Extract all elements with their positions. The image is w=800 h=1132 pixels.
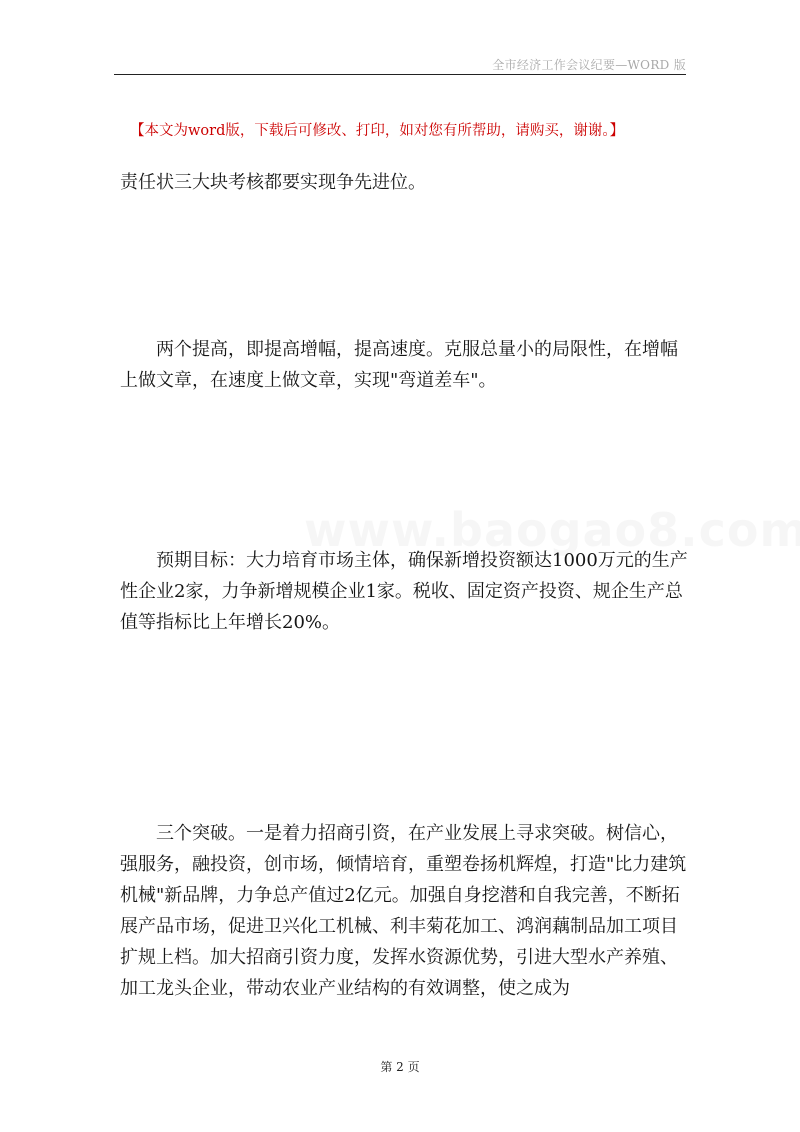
page-number: 第 2 页 xyxy=(380,1060,420,1074)
paragraph-1: 责任状三大块考核都要实现争先进位。 xyxy=(120,172,426,193)
paragraph-4: 三个突破。一是着力招商引资，在产业发展上寻求突破。树信心，强服务，融投资，创市场，倾情培育，重塑卷扬机辉煌，打造"比力建筑机械"新品牌，力争总产值过2亿元。加强自身挖潜和自我完善，不断拓展产品市场，促进卫兴化工机械、利丰菊花加工、鸿润藕制品加工项目扩规上档。加大招商引资力度，发挥水资源优势，引进大型水产养殖、加工龙头企业，带动农业产业结构的有效调整，使之成为 xyxy=(120,823,687,999)
watermark xyxy=(304,503,800,557)
page-header xyxy=(114,52,686,75)
paragraph-2: 两个提高，即提高增幅，提高速度。克服总量小的局限性，在增幅上做文章，在速度上做文章，实现"弯道差车"。 xyxy=(120,339,678,391)
header-title: 全市经济工作会议纪要—WORD 版 xyxy=(492,58,686,72)
paragraph-3: 预期目标：大力培育市场主体，确保新增投资额达1000万元的生产性企业2家，力争新增规模企业1家。税收、固定资产投资、规企生产总值等指标比上年增长20%。 xyxy=(120,550,688,633)
purchase-notice: 【本文为word版，下载后可修改、打印，如对您有所帮助，请购买，谢谢。】 xyxy=(130,123,625,139)
